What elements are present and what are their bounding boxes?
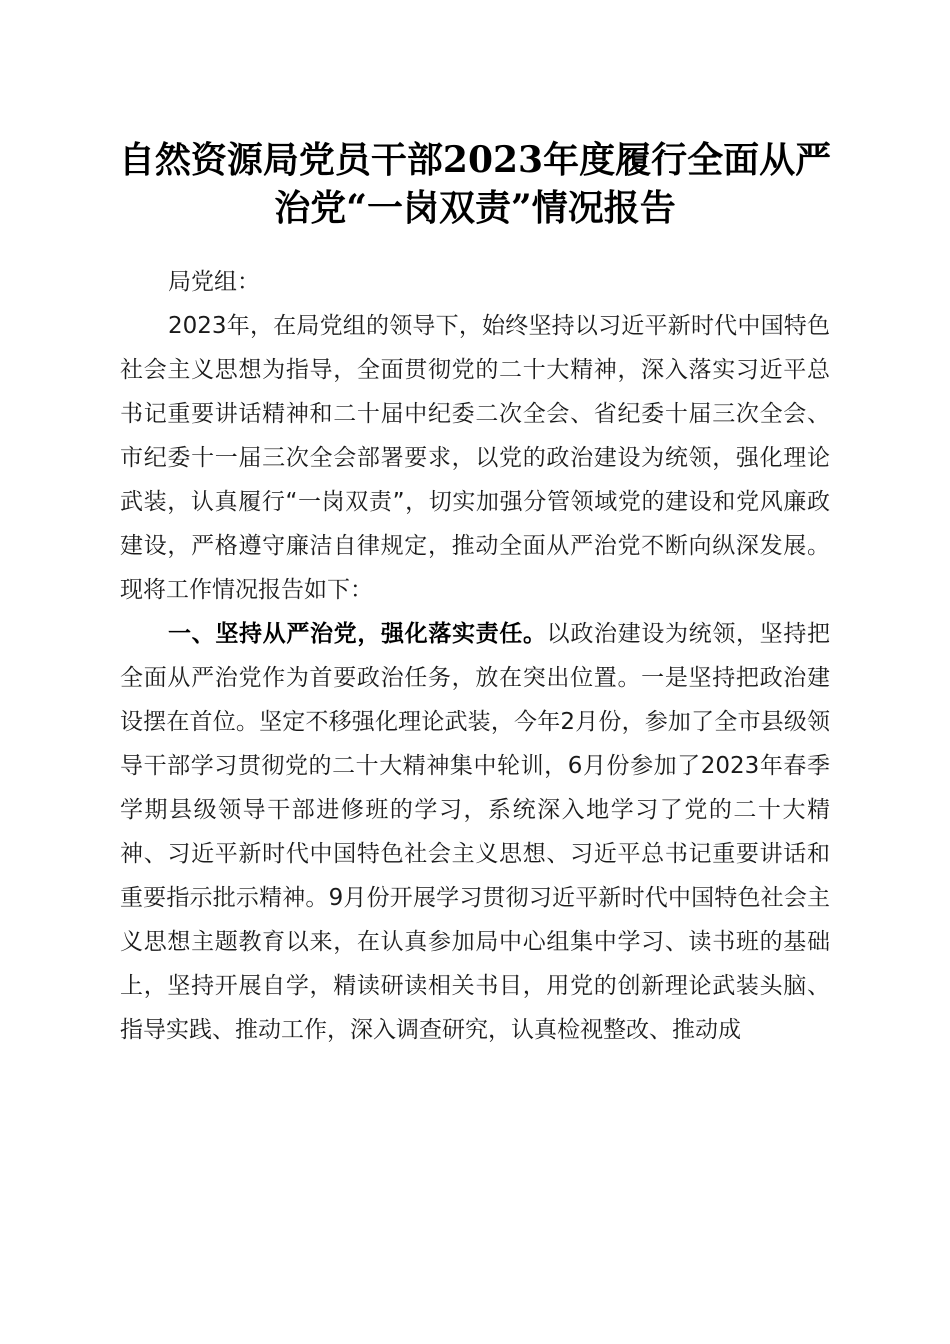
paragraph-intro: 2023年，在局党组的领导下，始终坚持以习近平新时代中国特色社会主义思想为指导，全面贯彻党的二十大精神，深入落实习近平总书记重要讲话精神和二十届中纪委二次全会、省纪委十届三次全会、市纪委十一届三次全会部署要求，以党的政治建设为统领，强化理论武装，认真履行“一岗双责”，切实加强分管领域党的建设和党风廉政建设，严格遵守廉洁自律规定，推动全面从严治党不断向纵深发展。现将工作情况报告如下： — [120, 313, 830, 603]
document-title — [90, 136, 860, 232]
paragraph-section-1 — [120, 612, 830, 1052]
title-line-1: 自然资源局党员干部2023年度履行全面从严 — [118, 139, 832, 181]
salutation: 局党组： — [168, 269, 260, 295]
section-1-heading: 一、坚持从严治党，强化落实责任。 — [168, 621, 547, 647]
document-body — [120, 260, 830, 1052]
title-line-2: 治党“一岗双责”情况报告 — [274, 187, 676, 229]
section-1-text: 以政治建设为统领，坚持把全面从严治党作为首要政治任务，放在突出位置。一是坚持把政治建设摆在首位。坚定不移强化理论武装，今年2月份，参加了全市县级领导干部学习贯彻党的二十大精神集中轮训，6月份参加了2023年春季学期县级领导干部进修班的学习，系统深入地学习了党的二十大精神、习近平新时代中国特色社会主义思想、习近平总书记重要讲话和重要指示批示精神。9月份开展学习贯彻习近平新时代中国特色社会主义思想主题教育以来，在认真参加局中心组集中学习、读书班的基础上，坚持开展自学，精读研读相关书目，用党的创新理论武装头脑、指导实践、推动工作，深入调查研究，认真检视整改、推动成 — [120, 621, 831, 1043]
